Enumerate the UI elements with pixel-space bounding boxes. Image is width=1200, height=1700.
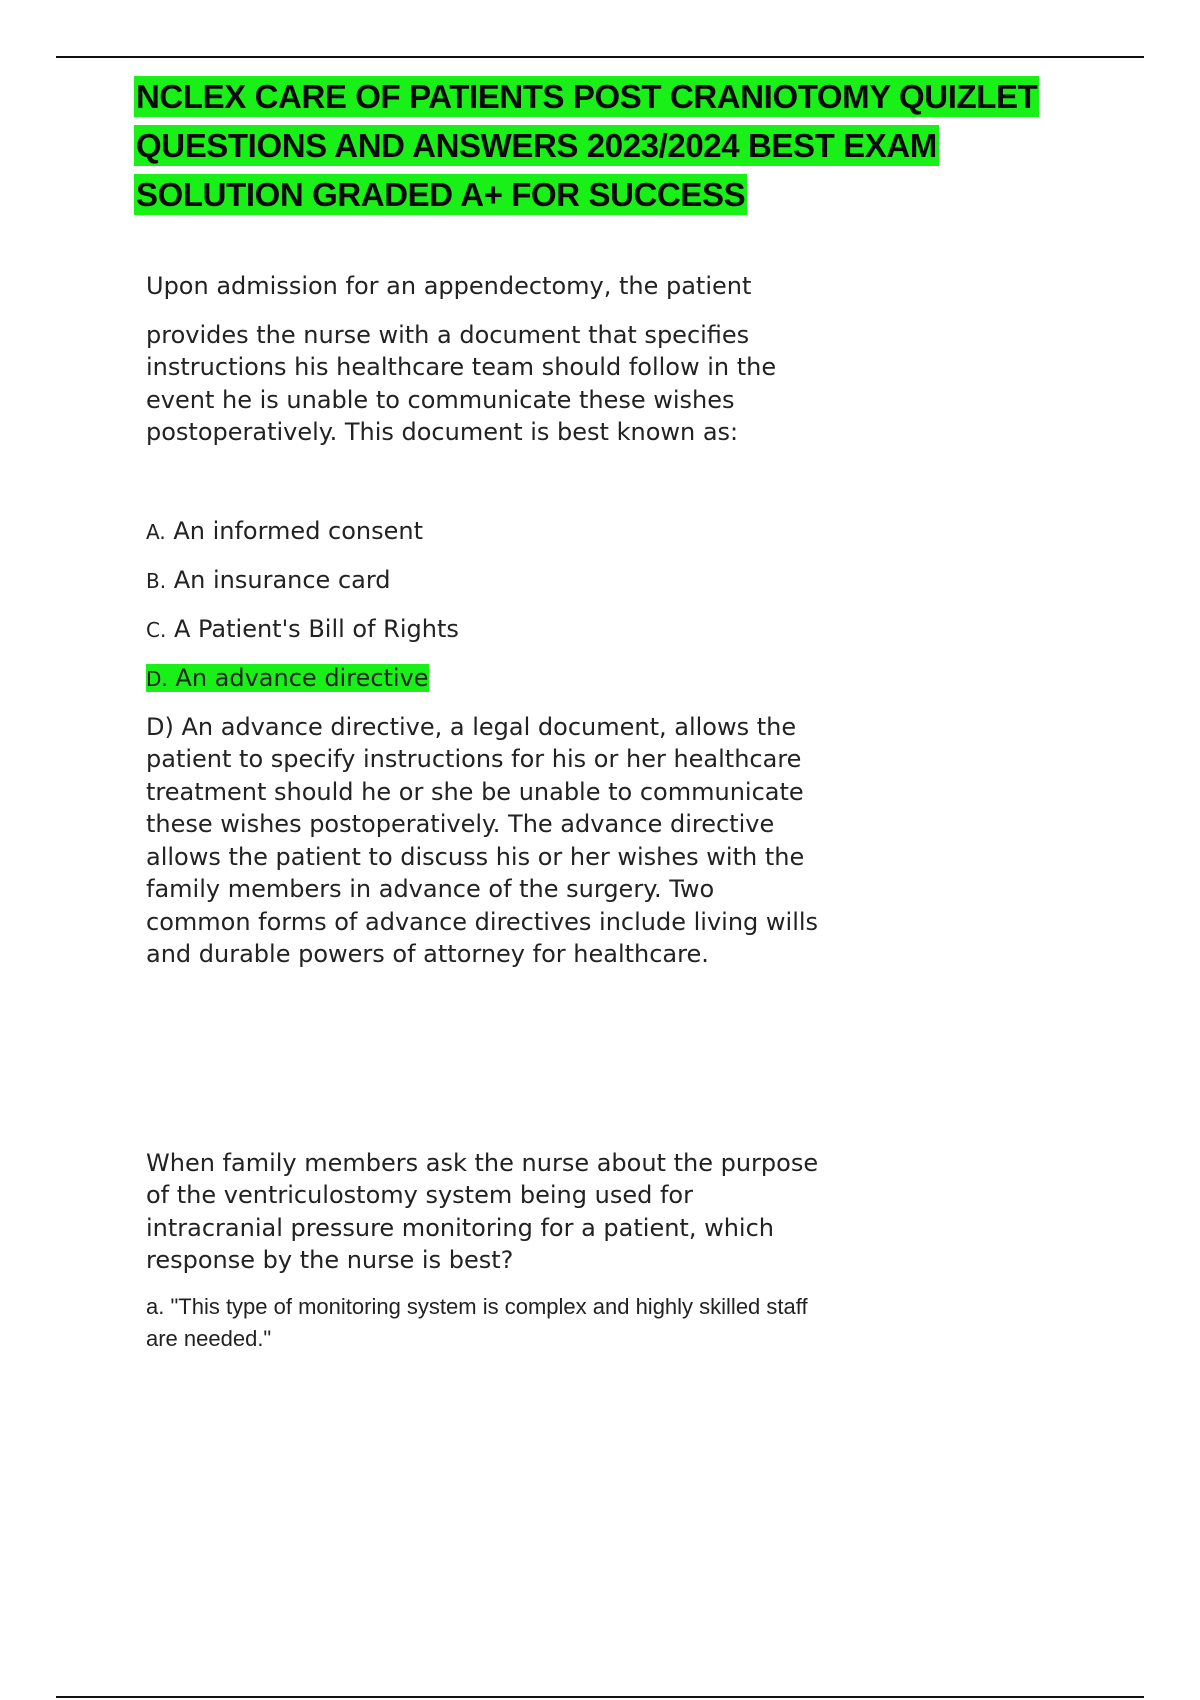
question1-stem-part1: Upon admission for an appendectomy, the patient: [146, 272, 752, 300]
document-title: [134, 72, 1094, 219]
question2-option-a: a. "This type of monitoring system is complex and highly skilled staff are needed.": [146, 1293, 808, 1351]
question1-option-a: [146, 515, 826, 548]
document-title-text: NCLEX CARE OF PATIENTS POST CRANIOTOMY QUIZLET QUESTIONS AND ANSWERS 2023/2024 BEST EXAM SOLUTION GRADED A+ FOR SUCCESS: [136, 78, 1038, 213]
question1-option-c: [146, 613, 826, 646]
question1-stem-part2: provides the nurse with a document that specifies instructions his healthcare team should follow in the event he is unable to communicate these wishes postoperatively. This document is best known as:: [146, 320, 777, 446]
top-rule: [56, 56, 1144, 58]
document-body: [146, 270, 826, 1355]
option-c-text: A Patient's Bill of Rights: [173, 614, 459, 643]
question1-option-b: [146, 564, 826, 597]
option-b-text: An insurance card: [173, 565, 391, 594]
option-d-text: An advance directive: [175, 663, 429, 692]
question1-option-d-correct: [146, 662, 826, 695]
bottom-rule: [56, 1696, 1144, 1698]
correct-answer-highlight: [146, 664, 429, 692]
option-b-letter: B.: [146, 568, 167, 593]
question2-stem: When family members ask the nurse about the purpose of the ventriculostomy system being used for intracranial pressure monitoring for a patient, which response by the nurse is best?: [146, 1148, 819, 1274]
option-a-letter: A.: [146, 519, 166, 544]
question1-rationale: D) An advance directive, a legal document, allows the patient to specify instructions for his or her healthcare treatment should he or she be unable to communicate these wishes postoperatively. The advance directive allows the patient to discuss his or her wishes with the family members in advance of the surgery. Two common forms of advance directives include living wills and durable powers of attorney for healthcare.: [146, 712, 819, 968]
option-d-letter: D.: [146, 666, 168, 691]
option-a-text: An informed consent: [173, 516, 424, 545]
option-c-letter: C.: [146, 617, 167, 642]
